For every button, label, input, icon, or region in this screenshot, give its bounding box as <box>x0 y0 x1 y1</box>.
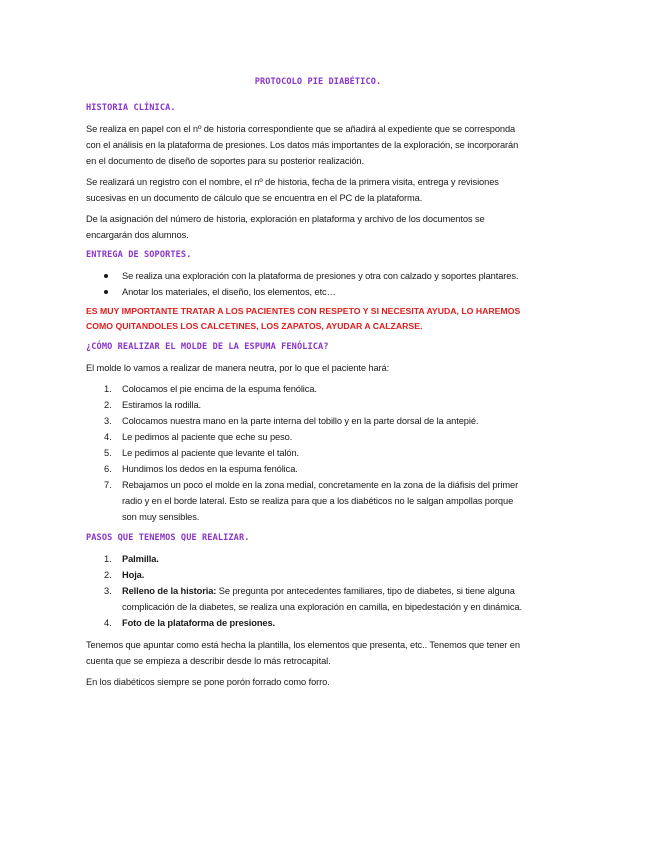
historia-paragraph-3: De la asignación del número de historia, exploración en plataforma y archivo de los documentos se encargarán dos alumnos. <box>86 214 485 240</box>
list-item <box>86 477 526 525</box>
list-item <box>86 429 526 445</box>
historia-paragraph-1: Se realiza en papel con el nº de historia correspondiente que se añadirá al expediente que se corresponda con el análisis en la plataforma de presiones. Los datos más importantes de la exploración, se incorporarán en el documento de diseño de soportes para su posterior realización. <box>86 124 519 166</box>
list-item-text: Le pedimos al paciente que levante el talón. <box>122 448 300 458</box>
list-item-text: Se realiza una exploración con la plataforma de presiones y otra con calzado y soportes plantares. <box>122 271 519 281</box>
list-item-text: Colocamos el pie encima de la espuma fenólica. <box>122 384 317 394</box>
pasos-paragraph-2: En los diabéticos siempre se pone porón forrado como forro. <box>86 677 330 687</box>
list-item <box>86 268 526 284</box>
molde-intro: El molde lo vamos a realizar de manera neutra, por lo que el paciente hará: <box>86 363 390 373</box>
molde-steps-list <box>86 381 526 525</box>
list-item-text: Hundimos los dedos en la espuma fenólica. <box>122 464 298 474</box>
list-item <box>86 461 526 477</box>
list-item <box>86 284 526 300</box>
document-title: PROTOCOLO PIE DIABÉTICO. <box>254 77 382 87</box>
historia-paragraph-2: Se realizará un registro con el nombre, el nº de historia, fecha de la primera visita, entrega y revisiones sucesivas en un documento de cálculo que se encuentra en el PC de la plataforma. <box>86 177 499 203</box>
list-item <box>86 615 526 631</box>
bullet-icon <box>104 290 108 294</box>
section-heading-pasos: PASOS QUE TENEMOS QUE REALIZAR. <box>86 533 250 543</box>
document-body <box>86 74 526 695</box>
list-item <box>86 445 526 461</box>
important-notice: ES MUY IMPORTANTE TRATAR A LOS PACIENTES CON RESPETO Y SI NECESITA AYUDA, LO HAREMOS COMO QUITANDOLES LOS CALCETINES, LOS ZAPATOS, AYUDAR A CALZARSE. <box>86 306 521 331</box>
section-heading-molde: ¿CÓMO REALIZAR EL MOLDE DE LA ESPUMA FENÓLICA? <box>86 342 329 352</box>
list-number: 5. <box>104 448 112 458</box>
list-item <box>86 583 526 615</box>
list-item <box>86 381 526 397</box>
list-item-label: Relleno de la historia: <box>122 586 217 596</box>
list-item-text: Se pregunta por antecedentes familiares, tipo de diabetes, si tiene alguna complicación de la diabetes, se realiza una exploración en camilla, en bipedestación y en dinámica. <box>122 586 522 612</box>
list-item-text: Anotar los materiales, el diseño, los elementos, etc… <box>122 287 336 297</box>
list-number: 3. <box>104 416 112 426</box>
list-number: 1. <box>104 384 112 394</box>
pasos-steps-list <box>86 551 526 631</box>
list-number: 2. <box>104 570 112 580</box>
list-item <box>86 567 526 583</box>
pasos-paragraph-1: Tenemos que apuntar como está hecha la plantilla, los elementos que presenta, etc.. Tenemos que tener en cuenta que se empieza a describir desde lo más retrocapital. <box>86 640 520 666</box>
entrega-bullet-list <box>86 268 526 300</box>
section-heading-entrega: ENTREGA DE SOPORTES. <box>86 250 192 260</box>
list-item-text: Estiramos la rodilla. <box>122 400 202 410</box>
list-number: 1. <box>104 554 112 564</box>
list-item-text: Colocamos nuestra mano en la parte interna del tobillo y en la parte dorsal de la antepié. <box>122 416 479 426</box>
list-number: 7. <box>104 480 112 490</box>
list-item-label: Palmilla. <box>122 554 159 564</box>
bullet-icon <box>104 274 108 278</box>
list-number: 4. <box>104 432 112 442</box>
list-item-text: Le pedimos al paciente que eche su peso. <box>122 432 293 442</box>
list-item-label: Foto de la plataforma de presiones. <box>122 618 276 628</box>
list-number: 3. <box>104 586 112 596</box>
list-item <box>86 413 526 429</box>
list-item-text: Rebajamos un poco el molde en la zona medial, concretamente en la zona de la diáfisis del primer radio y en el borde lateral. Esto se realiza para que a los diabéticos no le salgan ampollas porque son muy sensibles. <box>122 480 519 522</box>
list-item-label: Hoja. <box>122 570 145 580</box>
list-number: 4. <box>104 618 112 628</box>
list-number: 2. <box>104 400 112 410</box>
section-heading-historia: HISTORIA CLÍNICA. <box>86 103 176 113</box>
list-item <box>86 397 526 413</box>
list-item <box>86 551 526 567</box>
list-number: 6. <box>104 464 112 474</box>
